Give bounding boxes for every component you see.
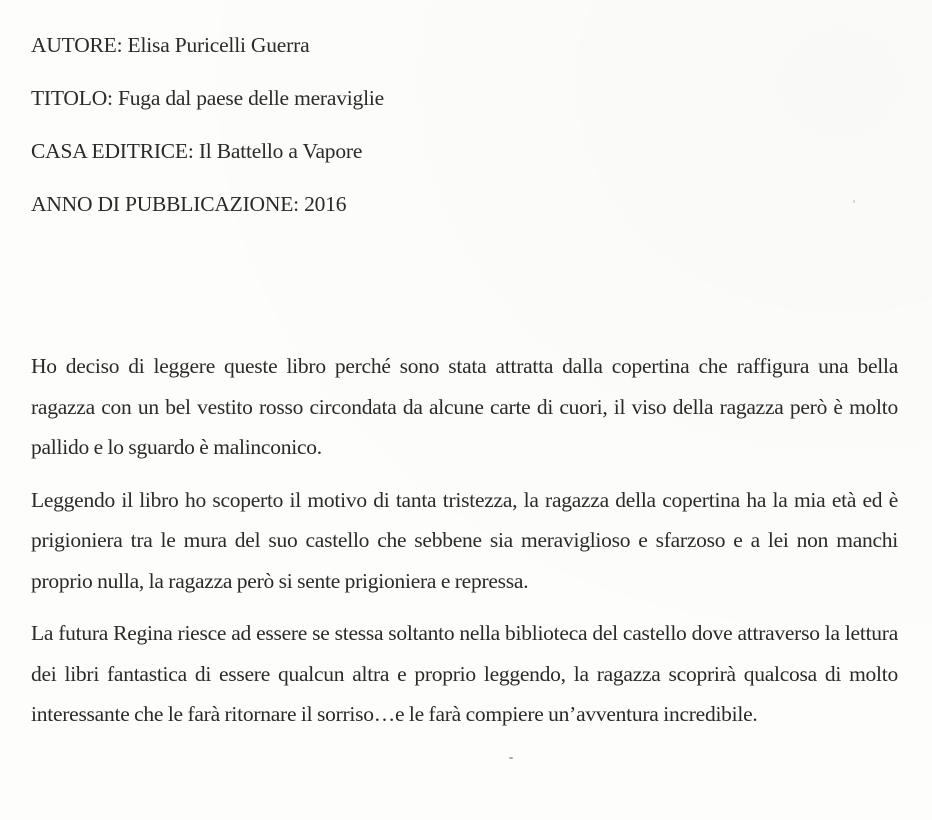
year-line: ANNO DI PUBBLICAZIONE: 2016 <box>31 192 347 216</box>
scan-speck <box>509 757 513 759</box>
review-paragraph: Ho deciso di leggere queste libro perché sono stata attratta dalla copertina che raffigura una bella ragazza con un bel vestito rosso circondata da alcune carte di cuori, il viso della ragazza però è molto pallido e lo sguardo è malinconico. <box>31 354 898 459</box>
review-paragraph: La futura Regina riesce ad essere se stessa soltanto nella biblioteca del castello dove attraverso la lettura dei libri fantastica di essere qualcun altra e proprio leggendo, la ragazza scoprirà qualcosa di molto interessante che le farà ritornare il sorriso…e le farà compiere un’avventura incredibile. <box>31 621 898 726</box>
author-line: AUTORE: Elisa Puricelli Guerra <box>31 33 310 57</box>
title-line: TITOLO: Fuga dal paese delle meraviglie <box>31 86 384 110</box>
scan-speck <box>853 200 855 203</box>
book-info <box>31 32 898 244</box>
review-paragraph: Leggendo il libro ho scoperto il motivo di tanta tristezza, la ragazza della copertina ha la mia età ed è prigioniera tra le mura del suo castello che sebbene sia meraviglioso e sfarzoso e a lei non manchi proprio nulla, la ragazza però si sente prigioniera e repressa. <box>31 487 898 593</box>
publisher-line: CASA EDITRICE: Il Battello a Vapore <box>31 139 363 163</box>
review-body <box>31 346 898 747</box>
